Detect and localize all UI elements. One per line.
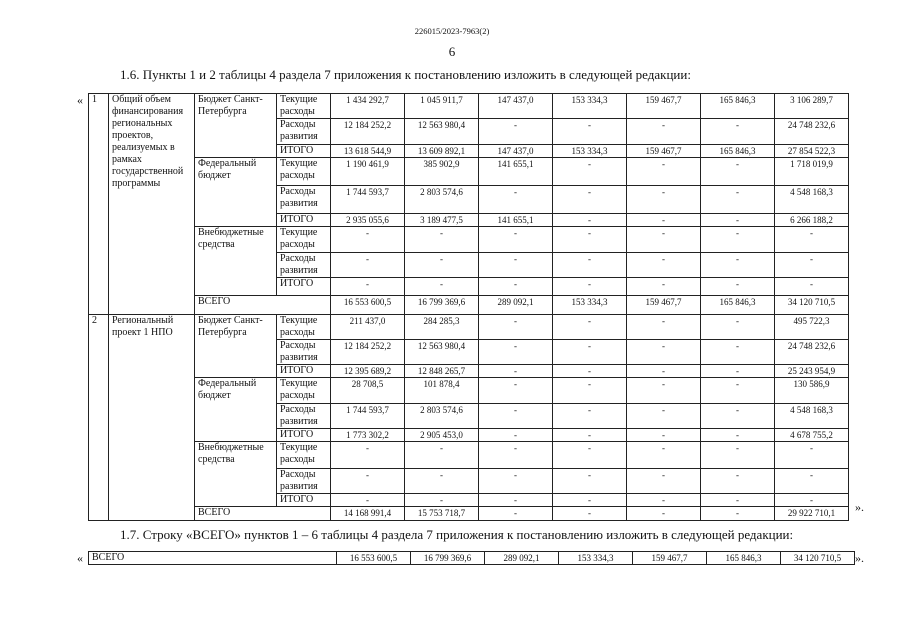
amount-cell: - — [479, 378, 553, 404]
expense-type: Расходы развития — [277, 119, 331, 145]
amount-cell: 385 902,9 — [405, 158, 479, 186]
amount-cell: - — [553, 469, 627, 494]
amount-cell: - — [553, 119, 627, 145]
amount-cell: - — [701, 404, 775, 429]
source-extrabudgetary: Внебюджетные средства — [195, 227, 277, 296]
amount-cell: - — [479, 278, 553, 296]
amount-cell: - — [553, 429, 627, 442]
item-name: Общий объем финансирования региональных проектов, реализуемых в рамках государственной программы — [109, 94, 195, 315]
source-federal-budget: Федеральный бюджет — [195, 378, 277, 442]
source-federal-budget: Федеральный бюджет — [195, 158, 277, 227]
amount-cell: 3 106 289,7 — [775, 94, 849, 119]
total-row — [89, 507, 849, 521]
expense-type: ИТОГО — [277, 278, 331, 296]
amount-cell: - — [553, 340, 627, 365]
grand-total-value: 289 092,1 — [485, 552, 559, 565]
amount-cell: - — [553, 378, 627, 404]
amount-cell: - — [479, 429, 553, 442]
amendment-heading-1-7: 1.7. Строку «ВСЕГО» пунктов 1 – 6 таблицы 4 раздела 7 приложения к постановлению изложить в следующей редакции: — [120, 527, 794, 542]
amount-cell: - — [701, 340, 775, 365]
total-label: ВСЕГО — [195, 507, 331, 521]
amount-cell: - — [479, 442, 553, 469]
amount-cell: 284 285,3 — [405, 315, 479, 340]
close-quote-1: ». — [855, 500, 864, 514]
total-amount-cell: - — [553, 507, 627, 521]
amount-cell: - — [331, 442, 405, 469]
amount-cell: - — [701, 442, 775, 469]
amount-cell: - — [553, 494, 627, 507]
amount-cell: - — [701, 214, 775, 227]
expense-type: ИТОГО — [277, 494, 331, 507]
amount-cell: 25 243 954,9 — [775, 365, 849, 378]
amount-cell: - — [405, 278, 479, 296]
expense-type: Текущие расходы — [277, 158, 331, 186]
page-number: 6 — [448, 44, 456, 59]
amount-cell: 153 334,3 — [553, 94, 627, 119]
grand-total-value: 153 334,3 — [559, 552, 633, 565]
amount-cell: - — [479, 365, 553, 378]
amount-cell: - — [479, 494, 553, 507]
amount-cell: - — [627, 214, 701, 227]
source-spb-budget: Бюджет Санкт-Петербурга — [195, 94, 277, 158]
amount-cell: - — [553, 227, 627, 253]
total-amount-cell: 29 922 710,1 — [775, 507, 849, 521]
amount-cell: - — [627, 186, 701, 214]
amount-cell: 27 854 522,3 — [775, 145, 849, 158]
amount-cell: 2 905 453,0 — [405, 429, 479, 442]
amount-cell: 12 848 265,7 — [405, 365, 479, 378]
amount-cell: - — [701, 429, 775, 442]
amount-cell: - — [775, 469, 849, 494]
amount-cell: - — [627, 469, 701, 494]
total-amount-cell: 153 334,3 — [553, 296, 627, 315]
amount-cell: - — [775, 442, 849, 469]
amount-cell: - — [331, 253, 405, 278]
amount-cell: 13 609 892,1 — [405, 145, 479, 158]
amount-cell: - — [627, 494, 701, 507]
amount-cell: 495 722,3 — [775, 315, 849, 340]
total-amount-cell: 16 553 600,5 — [331, 296, 405, 315]
amount-cell: 24 748 232,6 — [775, 340, 849, 365]
amount-cell: 211 437,0 — [331, 315, 405, 340]
grand-total-label: ВСЕГО — [89, 552, 337, 565]
amount-cell: 2 803 574,6 — [405, 404, 479, 429]
amount-cell: 28 708,5 — [331, 378, 405, 404]
amount-cell: 1 718 019,9 — [775, 158, 849, 186]
amount-cell: - — [479, 469, 553, 494]
grand-total-table — [88, 551, 855, 565]
amount-cell: - — [479, 253, 553, 278]
amount-cell: - — [479, 315, 553, 340]
expense-type: Расходы развития — [277, 404, 331, 429]
amount-cell: 141 655,1 — [479, 158, 553, 186]
grand-total-value: 165 846,3 — [707, 552, 781, 565]
amount-cell: - — [627, 442, 701, 469]
amount-cell: 6 266 188,2 — [775, 214, 849, 227]
amount-cell: 12 563 980,4 — [405, 119, 479, 145]
amount-cell: - — [553, 214, 627, 227]
amount-cell: 12 563 980,4 — [405, 340, 479, 365]
amount-cell: 12 184 252,2 — [331, 340, 405, 365]
amount-cell: 159 467,7 — [627, 145, 701, 158]
amount-cell: - — [627, 378, 701, 404]
total-amount-cell: 289 092,1 — [479, 296, 553, 315]
total-amount-cell: 15 753 718,7 — [405, 507, 479, 521]
expense-type: Расходы развития — [277, 253, 331, 278]
amount-cell: - — [627, 340, 701, 365]
total-amount-cell: - — [479, 507, 553, 521]
amount-cell: - — [627, 404, 701, 429]
amount-cell: 147 437,0 — [479, 94, 553, 119]
amount-cell: - — [627, 119, 701, 145]
expense-type: ИТОГО — [277, 214, 331, 227]
expense-type: Текущие расходы — [277, 378, 331, 404]
item-name: Региональный проект 1 НПО — [109, 315, 195, 521]
total-amount-cell: - — [627, 507, 701, 521]
document-id: 226015/2023-7963(2) — [414, 26, 490, 36]
table-row — [89, 227, 849, 253]
amount-cell: - — [479, 404, 553, 429]
expense-type: ИТОГО — [277, 429, 331, 442]
open-quote-2: « — [77, 551, 83, 565]
amount-cell: 2 803 574,6 — [405, 186, 479, 214]
total-amount-cell: 159 467,7 — [627, 296, 701, 315]
amount-cell: 147 437,0 — [479, 145, 553, 158]
total-amount-cell: 16 799 369,6 — [405, 296, 479, 315]
amount-cell: - — [479, 186, 553, 214]
grand-total-value: 16 553 600,5 — [337, 552, 411, 565]
amount-cell: - — [627, 278, 701, 296]
financing-table — [88, 93, 849, 521]
amount-cell: 12 395 689,2 — [331, 365, 405, 378]
amount-cell: 24 748 232,6 — [775, 119, 849, 145]
amount-cell: - — [701, 227, 775, 253]
amount-cell: - — [627, 253, 701, 278]
amount-cell: - — [701, 158, 775, 186]
amount-cell: 1 744 593,7 — [331, 186, 405, 214]
amount-cell: 141 655,1 — [479, 214, 553, 227]
amount-cell: 165 846,3 — [701, 94, 775, 119]
amount-cell: 130 586,9 — [775, 378, 849, 404]
expense-type: Расходы развития — [277, 340, 331, 365]
amount-cell: - — [775, 494, 849, 507]
amount-cell: 12 184 252,2 — [331, 119, 405, 145]
grand-total-row — [89, 552, 855, 565]
amount-cell: - — [701, 469, 775, 494]
amount-cell: 3 189 477,5 — [405, 214, 479, 227]
amount-cell: - — [701, 186, 775, 214]
table-row — [89, 315, 849, 340]
amount-cell: - — [701, 119, 775, 145]
table-row — [89, 158, 849, 186]
item-number: 2 — [89, 315, 109, 521]
amount-cell: - — [331, 469, 405, 494]
expense-type: ИТОГО — [277, 145, 331, 158]
expense-type: ИТОГО — [277, 365, 331, 378]
total-amount-cell: 14 168 991,4 — [331, 507, 405, 521]
amount-cell: 153 334,3 — [553, 145, 627, 158]
amount-cell: 1 773 302,2 — [331, 429, 405, 442]
expense-type: Текущие расходы — [277, 315, 331, 340]
total-amount-cell: 34 120 710,5 — [775, 296, 849, 315]
grand-total-value: 16 799 369,6 — [411, 552, 485, 565]
total-row — [89, 296, 849, 315]
amount-cell: - — [775, 227, 849, 253]
close-quote-2: ». — [855, 551, 864, 565]
amount-cell: - — [627, 158, 701, 186]
table-row — [89, 442, 849, 469]
source-extrabudgetary: Внебюджетные средства — [195, 442, 277, 507]
amount-cell: - — [331, 494, 405, 507]
amount-cell: - — [701, 378, 775, 404]
amount-cell: - — [479, 227, 553, 253]
expense-type: Расходы развития — [277, 469, 331, 494]
amount-cell: - — [405, 494, 479, 507]
amount-cell: - — [553, 186, 627, 214]
amount-cell: - — [627, 227, 701, 253]
total-amount-cell: 165 846,3 — [701, 296, 775, 315]
amount-cell: 4 678 755,2 — [775, 429, 849, 442]
amendment-heading-1-6: 1.6. Пункты 1 и 2 таблицы 4 раздела 7 приложения к постановлению изложить в следующей редакции: — [120, 67, 691, 82]
amount-cell: - — [775, 278, 849, 296]
amount-cell: - — [701, 365, 775, 378]
amount-cell: - — [405, 253, 479, 278]
grand-total-value: 34 120 710,5 — [781, 552, 855, 565]
expense-type: Расходы развития — [277, 186, 331, 214]
table-row — [89, 378, 849, 404]
amount-cell: 1 190 461,9 — [331, 158, 405, 186]
open-quote-1: « — [77, 93, 83, 107]
amount-cell: - — [331, 227, 405, 253]
amount-cell: 4 548 168,3 — [775, 186, 849, 214]
amount-cell: - — [479, 340, 553, 365]
amount-cell: 165 846,3 — [701, 145, 775, 158]
amount-cell: 2 935 055,6 — [331, 214, 405, 227]
total-label: ВСЕГО — [195, 296, 331, 315]
amount-cell: - — [627, 315, 701, 340]
expense-type: Текущие расходы — [277, 442, 331, 469]
amount-cell: 159 467,7 — [627, 94, 701, 119]
amount-cell: - — [479, 119, 553, 145]
amount-cell: 1 045 911,7 — [405, 94, 479, 119]
expense-type: Текущие расходы — [277, 227, 331, 253]
amount-cell: 1 744 593,7 — [331, 404, 405, 429]
amount-cell: 13 618 544,9 — [331, 145, 405, 158]
amount-cell: - — [701, 494, 775, 507]
grand-total-value: 159 467,7 — [633, 552, 707, 565]
amount-cell: - — [405, 442, 479, 469]
amount-cell: - — [701, 278, 775, 296]
amount-cell: - — [553, 253, 627, 278]
amount-cell: - — [627, 365, 701, 378]
amount-cell: - — [331, 278, 405, 296]
amount-cell: - — [405, 469, 479, 494]
item-number: 1 — [89, 94, 109, 315]
amount-cell: 1 434 292,7 — [331, 94, 405, 119]
amount-cell: - — [553, 365, 627, 378]
table-row — [89, 94, 849, 119]
source-spb-budget: Бюджет Санкт-Петербурга — [195, 315, 277, 378]
amount-cell: - — [775, 253, 849, 278]
amount-cell: - — [553, 158, 627, 186]
amount-cell: - — [553, 442, 627, 469]
amount-cell: - — [553, 278, 627, 296]
amount-cell: 101 878,4 — [405, 378, 479, 404]
amount-cell: - — [553, 315, 627, 340]
amount-cell: - — [405, 227, 479, 253]
amount-cell: - — [553, 404, 627, 429]
amount-cell: - — [701, 315, 775, 340]
total-amount-cell: - — [701, 507, 775, 521]
amount-cell: - — [701, 253, 775, 278]
expense-type: Текущие расходы — [277, 94, 331, 119]
amount-cell: 4 548 168,3 — [775, 404, 849, 429]
amount-cell: - — [627, 429, 701, 442]
